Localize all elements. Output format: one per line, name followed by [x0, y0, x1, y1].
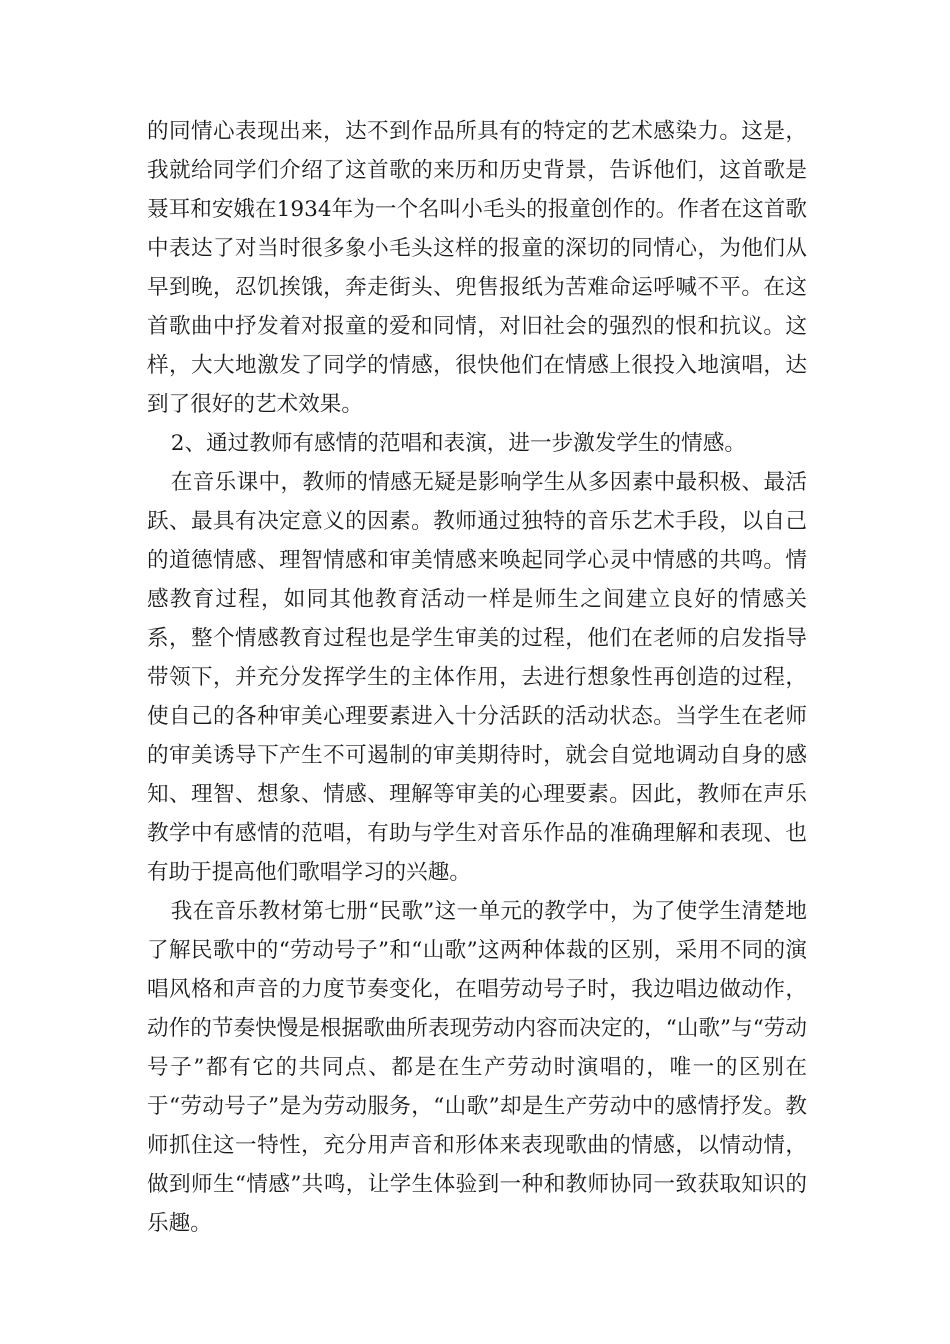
paragraph-teacher-emotion: 在音乐课中，教师的情感无疑是影响学生从多因素中最积极、最活跃、最具有决定意义的因素。教师通过独特的音乐艺术手段，以自己的道德情感、理智情感和审美情感来唤起同学心灵中情感的共鸣。情感教育过程，如同其他教育活动一样是师生之间建立良好的情感关系，整个情感教育过程也是学生审美的过程，他们在老师的启发指导带领下，并充分发挥学生的主体作用，去进行想象性再创造的过程，使自己的各种审美心理要素进入十分活跃的活动状态。当学生在老师的审美诱导下产生不可遏制的审美期待时，就会自觉地调动自身的感知、理智、想象、情感、理解等审美的心理要素。因此，教师在声乐教学中有感情的范唱，有助与学生对音乐作品的准确理解和表现、也有助于提高他们歌唱学习的兴趣。: [147, 470, 807, 885]
paragraph-folk-song-example: 我在音乐教材第七册“民歌”这一单元的教学中，为了使学生清楚地了解民歌中的“劳动号子”和“山歌”这两种体裁的区别，采用不同的演唱风格和声音的力度节奏变化，在唱劳动号子时，我边唱边做动作，动作的节奏快慢是根据歌曲所表现劳动内容而决定的，“山歌”与“劳动号子”都有它的共同点、都是在生产劳动时演唱的，唯一的区别在于“劳动号子”是为劳动服务，“山歌”却是生产劳动中的感情抒发。教师抓住这一特性，充分用声音和形体来表现歌曲的情感，以情动情，做到师生“情感”共鸣，让学生体验到一种和教师协同一致获取知识的乐趣。: [147, 899, 807, 1236]
paragraph-continuation: 的同情心表现出来，达不到作品所具有的特定的艺术感染力。这是，我就给同学们介绍了这首歌的来历和历史背景，告诉他们，这首歌是聂耳和安娥在1934年为一个名叫小毛头的报童创作的。作者在这首歌中表达了对当时很多象小毛头这样的报童的深切的同情心，为他们从早到晚，忍饥挨饿，奔走街头、兜售报纸为苦难命运呼喊不平。在这首歌曲中抒发着对报童的爱和同情，对旧社会的强烈的恨和抗议。这样，大大地激发了同学的情感，很快他们在情感上很投入地演唱，达到了很好的艺术效果。: [147, 119, 807, 417]
paragraph-heading-2: 2、通过教师有感情的范唱和表演，进一步激发学生的情感。: [170, 431, 746, 456]
document-body: [147, 112, 807, 1243]
